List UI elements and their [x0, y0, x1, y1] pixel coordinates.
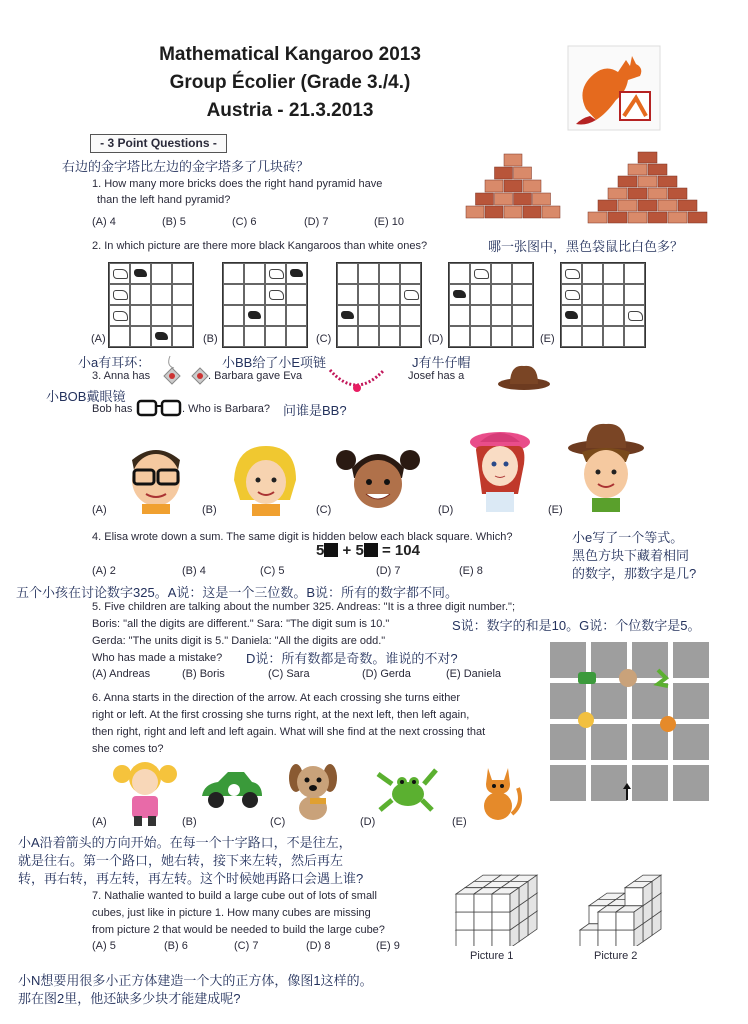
grid-cell — [561, 263, 582, 284]
q6-label-e: (E) — [452, 816, 467, 828]
map-block — [591, 765, 627, 801]
q6-label-d: (D) — [360, 816, 376, 828]
q3-text-anna: 3. Anna has — [92, 370, 151, 382]
grid-cell — [561, 305, 582, 326]
q2-label-d: (D) — [428, 333, 444, 345]
white-kangaroo-icon — [565, 290, 580, 300]
necklace-icon — [326, 366, 388, 396]
grid-cell — [358, 305, 379, 326]
brick — [658, 200, 677, 211]
q6-chinese-2: 就是往右。第一个路口，她右转，接下来左转，然后再左 — [18, 853, 344, 868]
q5-text-3: Gerda: "The units digit is 5." Daniela: "All the digits are odd." — [92, 635, 386, 647]
q1-chinese: 右边的金字塔比左边的金字塔多了几块砖？ — [62, 159, 310, 174]
grid-cell — [109, 263, 130, 284]
q3-chinese-who: 问谁是BB? — [283, 403, 347, 418]
grid-cell — [337, 305, 358, 326]
glasses-icon — [134, 397, 186, 419]
grid-cell — [561, 326, 582, 347]
portrait-c-dark-hair-girl — [334, 438, 422, 516]
white-kangaroo-icon — [474, 269, 489, 279]
grid-cell — [265, 305, 286, 326]
grid-cell — [491, 263, 512, 284]
q7-option-a: (A) 5 — [92, 940, 116, 952]
map-block — [673, 683, 709, 719]
portrait-d-girl-pink-hat — [468, 424, 532, 514]
q4-chinese-1: 小e写了一个等式。 — [572, 530, 684, 545]
grid-cell — [151, 326, 172, 347]
grid-cell — [582, 284, 603, 305]
grid-cell — [400, 305, 421, 326]
white-kangaroo-icon — [269, 269, 284, 279]
title-line-1: Mathematical Kangaroo 2013 — [159, 44, 421, 65]
cube-face — [616, 930, 634, 946]
green-car-picture — [198, 766, 266, 814]
q2-text: 2. In which picture are there more black Kangaroos than white ones? — [92, 240, 428, 252]
grid-cell — [470, 263, 491, 284]
grid-cell — [172, 284, 193, 305]
map-block — [632, 642, 668, 678]
q3-label-c: (C) — [316, 504, 332, 516]
grid-cell — [109, 305, 130, 326]
q2-chinese: 哪一张图中，黑色袋鼠比白色多？ — [488, 239, 684, 254]
q7-text-2: cubes, just like in picture 1. How many cubes are missing — [92, 907, 371, 919]
q7-option-c: (C) 7 — [234, 940, 259, 952]
grid-cell — [130, 263, 151, 284]
q4-option-b: (B) 4 — [182, 565, 206, 577]
grid-cell — [286, 284, 307, 305]
grid-cell — [603, 263, 624, 284]
map-block — [591, 642, 627, 678]
grid-cell — [337, 263, 358, 284]
kangaroo-grid-b — [222, 262, 308, 348]
map-block — [632, 765, 668, 801]
cat-picture — [470, 764, 526, 822]
grid-cell — [172, 326, 193, 347]
map-block — [550, 642, 586, 678]
picture-2-label: Picture 2 — [594, 950, 638, 962]
map-block — [632, 724, 668, 760]
brick — [533, 193, 551, 205]
grid-cell — [449, 305, 470, 326]
q7-chinese-1: 小N想要用很多小正方体建造一个大的正方体，像图1这样的。 — [18, 973, 373, 988]
grid-cell — [151, 263, 172, 284]
grid-cell — [582, 326, 603, 347]
brick — [648, 164, 667, 175]
grid-cell — [244, 284, 265, 305]
grid-cell — [223, 284, 244, 305]
brick — [495, 193, 513, 205]
brick — [608, 188, 627, 199]
grid-cell — [172, 263, 193, 284]
grid-cell — [400, 326, 421, 347]
brick — [648, 188, 667, 199]
q1-option-d: (D) 7 — [304, 216, 329, 228]
q6-text-1: 6. Anna starts in the direction of the arrow. At each crossing she turns either — [92, 692, 461, 704]
grid-cell — [358, 263, 379, 284]
q4-eq-result: = 104 — [381, 542, 420, 559]
brick — [588, 212, 607, 223]
q5-chinese-1: 五个小孩在讨论数字325。A说：这是一个三位数。B说：所有的数字都不同。 — [16, 585, 459, 600]
map-block — [550, 765, 586, 801]
map-block — [550, 683, 586, 719]
cube-face — [456, 930, 474, 946]
q3-text-josef: Josef has a — [408, 370, 465, 382]
grid-cell — [512, 284, 533, 305]
grid-cell — [223, 263, 244, 284]
q1-option-e: (E) 10 — [374, 216, 404, 228]
brick — [608, 212, 627, 223]
brick — [523, 206, 541, 218]
map-block — [673, 642, 709, 678]
kangaroo-grid-c — [336, 262, 422, 348]
q6-text-3: then right, right and left and left again. What will she find at the next crossing that — [92, 726, 486, 738]
girl-with-pigtails-picture — [112, 758, 178, 826]
cube-face — [474, 912, 492, 930]
grid-cell — [470, 284, 491, 305]
q6-text-4: she comes to? — [92, 743, 164, 755]
grid-cell — [286, 263, 307, 284]
grid-cell — [337, 284, 358, 305]
brick — [628, 188, 647, 199]
grid-cell — [624, 284, 645, 305]
q3-label-d: (D) — [438, 504, 454, 516]
grid-cell — [603, 305, 624, 326]
frog-picture — [372, 760, 444, 820]
q4-black-square-1 — [324, 543, 338, 557]
black-kangaroo-icon — [565, 311, 578, 319]
q7-text-3: from picture 2 that would be needed to build the large cube? — [92, 924, 385, 936]
picture-1-label: Picture 1 — [470, 950, 514, 962]
brick — [598, 200, 617, 211]
brick — [638, 176, 657, 187]
q5-chinese-2: S说：数字的和是10。G说：个位数字是5。 — [452, 618, 701, 633]
grid-cell — [449, 326, 470, 347]
q3-text-who: . Who is Barbara? — [182, 403, 271, 415]
grid-cell — [130, 305, 151, 326]
grid-cell — [265, 326, 286, 347]
brick — [485, 206, 503, 218]
brick — [523, 180, 541, 192]
grid-cell — [449, 263, 470, 284]
grid-cell — [244, 326, 265, 347]
q2-label-b: (B) — [203, 333, 218, 345]
q5-text-4: Who has made a mistake? — [92, 652, 223, 664]
q4-chinese-3: 的数字，那数字是几? — [572, 566, 697, 581]
white-kangaroo-icon — [565, 269, 580, 279]
white-kangaroo-icon — [404, 290, 419, 300]
q3-chinese-josef: J有牛仔帽 — [412, 355, 471, 370]
brick — [618, 176, 637, 187]
q4-black-square-2 — [364, 543, 378, 557]
q5-option-a: (A) Andreas — [92, 668, 151, 680]
grid-cell — [582, 263, 603, 284]
left-pyramid-image — [464, 148, 564, 224]
brick — [618, 200, 637, 211]
q6-label-b: (B) — [182, 816, 197, 828]
brick — [628, 164, 647, 175]
title-line-2: Group Écolier (Grade 3./4.) — [169, 72, 411, 93]
map-block — [591, 683, 627, 719]
q3-chinese-barbara: 小BB给了小E项链 — [222, 355, 327, 370]
black-kangaroo-icon — [290, 269, 303, 277]
grid-cell — [582, 305, 603, 326]
cube-face — [580, 930, 598, 946]
map-block — [550, 724, 586, 760]
map-block — [673, 765, 709, 801]
grid-cell — [244, 305, 265, 326]
q5-text-2: Boris: "all the digits are different." Sara: "The digit sum is 10." — [92, 618, 390, 630]
grid-cell — [109, 326, 130, 347]
cube-face — [616, 912, 634, 930]
grid-cell — [151, 284, 172, 305]
grid-cell — [223, 305, 244, 326]
black-kangaroo-icon — [453, 290, 466, 298]
title-line-3: Austria - 21.3.2013 — [206, 100, 374, 121]
white-kangaroo-icon — [269, 290, 284, 300]
brick — [514, 167, 532, 179]
q5-text-1: 5. Five children are talking about the number 325. Andreas: "It is a three digit number."; — [92, 601, 515, 613]
white-kangaroo-icon — [113, 311, 128, 321]
grid-cell — [265, 284, 286, 305]
q4-chinese-2: 黑色方块下藏着相同 — [572, 548, 690, 563]
portrait-e-boy-cowboy-hat — [566, 418, 646, 514]
q7-option-b: (B) 6 — [164, 940, 188, 952]
grid-cell — [358, 284, 379, 305]
q1-text-2: than the left hand pyramid? — [97, 194, 231, 206]
q1-option-b: (B) 5 — [162, 216, 186, 228]
cube-face — [474, 930, 492, 946]
q3-label-e: (E) — [548, 504, 563, 516]
grid-cell — [624, 263, 645, 284]
q7-text-1: 7. Nathalie wanted to build a large cube out of lots of small — [92, 890, 377, 902]
grid-cell — [379, 284, 400, 305]
brick — [485, 180, 503, 192]
grid-cell — [379, 326, 400, 347]
cube-face — [492, 912, 510, 930]
grid-cell — [337, 326, 358, 347]
grid-cell — [470, 326, 491, 347]
black-kangaroo-icon — [134, 269, 147, 277]
grid-cell — [265, 263, 286, 284]
cube-face — [456, 912, 474, 930]
grid-cell — [624, 305, 645, 326]
section-title: - 3 Point Questions - — [90, 134, 227, 153]
cube-face — [474, 894, 492, 912]
grid-cell — [151, 305, 172, 326]
q4-option-d: (D) 7 — [376, 565, 401, 577]
cowboy-hat-icon — [496, 358, 552, 392]
q4-text: 4. Elisa wrote down a sum. The same digit is hidden below each black square. Which? — [92, 531, 513, 543]
black-kangaroo-icon — [341, 311, 354, 319]
brick — [504, 154, 522, 166]
q6-label-c: (C) — [270, 816, 286, 828]
cube-face — [456, 894, 474, 912]
picture-2-incomplete-cube — [570, 846, 696, 946]
portrait-a-boy-glasses — [118, 436, 194, 514]
kangaroo-grid-e — [560, 262, 646, 348]
grid-cell — [491, 284, 512, 305]
grid-cell — [130, 326, 151, 347]
portrait-b-blonde-girl — [226, 440, 304, 516]
grid-cell — [449, 284, 470, 305]
q2-label-e: (E) — [540, 333, 555, 345]
q2-label-c: (C) — [316, 333, 332, 345]
black-kangaroo-icon — [155, 332, 168, 340]
q5-option-d: (D) Gerda — [362, 668, 411, 680]
brick — [638, 200, 657, 211]
grid-cell — [561, 284, 582, 305]
grid-cell — [286, 305, 307, 326]
grid-cell — [400, 284, 421, 305]
brick — [466, 206, 484, 218]
q4-option-c: (C) 5 — [260, 565, 285, 577]
q7-option-d: (D) 8 — [306, 940, 331, 952]
brick — [688, 212, 707, 223]
q4-option-e: (E) 8 — [459, 565, 483, 577]
brick — [504, 206, 522, 218]
q3-label-a: (A) — [92, 504, 107, 516]
grid-cell — [286, 326, 307, 347]
cube-face — [492, 930, 510, 946]
grid-cell — [379, 263, 400, 284]
grid-cell — [491, 305, 512, 326]
brick — [476, 193, 494, 205]
grid-cell — [603, 284, 624, 305]
map-block — [591, 724, 627, 760]
q6-chinese-1: 小A沿着箭头的方向开始。在每一个十字路口，不是往左， — [18, 835, 352, 850]
kangaroo-grid-d — [448, 262, 534, 348]
q4-option-a: (A) 2 — [92, 565, 116, 577]
cube-face — [492, 894, 510, 912]
grid-cell — [172, 305, 193, 326]
grid-cell — [109, 284, 130, 305]
q6-chinese-3: 转，再右转，再左转，再左转。这个时候她再路口会遇上谁? — [18, 871, 364, 886]
grid-cell — [358, 326, 379, 347]
grid-cell — [624, 326, 645, 347]
brick — [504, 180, 522, 192]
q1-option-a: (A) 4 — [92, 216, 116, 228]
q1-option-c: (C) 6 — [232, 216, 257, 228]
grid-cell — [400, 263, 421, 284]
q3-text-barbara: . Barbara gave Eva — [208, 370, 303, 382]
brick — [678, 200, 697, 211]
map-block — [632, 683, 668, 719]
brick — [628, 212, 647, 223]
q6-text-2: right or left. At the first crossing she turns right, at the next left, then left again, — [92, 709, 470, 721]
brick — [668, 188, 687, 199]
grid-cell — [470, 305, 491, 326]
white-kangaroo-icon — [113, 269, 128, 279]
grid-cell — [130, 284, 151, 305]
q1-text-1: 1. How many more bricks does the right hand pyramid have — [92, 178, 383, 190]
grid-cell — [603, 326, 624, 347]
cube-face — [598, 912, 616, 930]
grid-cell — [223, 326, 244, 347]
picture-1-full-cube — [446, 846, 572, 946]
map-block — [673, 724, 709, 760]
q3-label-b: (B) — [202, 504, 217, 516]
cube-face — [625, 888, 643, 906]
q2-label-a: (A) — [91, 333, 106, 345]
q3-chinese-bob: 小BOB戴眼镜 — [46, 389, 126, 404]
white-kangaroo-icon — [113, 290, 128, 300]
q6-map-grid — [548, 640, 708, 800]
q5-chinese-3: D说：所有数都是奇数。谁说的不对? — [246, 651, 458, 666]
q7-option-e: (E) 9 — [376, 940, 400, 952]
cube-face — [598, 930, 616, 946]
brick — [514, 193, 532, 205]
grid-cell — [244, 263, 265, 284]
q5-option-b: (B) Boris — [182, 668, 225, 680]
grid-cell — [491, 326, 512, 347]
brick — [495, 167, 513, 179]
white-kangaroo-icon — [628, 311, 643, 321]
kangaroo-logo — [566, 44, 662, 132]
dog-picture — [286, 760, 340, 820]
grid-cell — [379, 305, 400, 326]
black-kangaroo-icon — [248, 311, 261, 319]
kangaroo-grid-a — [108, 262, 194, 348]
q5-option-c: (C) Sara — [268, 668, 310, 680]
brick — [648, 212, 667, 223]
brick — [542, 206, 560, 218]
grid-cell — [512, 305, 533, 326]
q3-chinese-anna: 小a有耳环： — [78, 355, 151, 370]
q7-chinese-2: 那在图2里，他还缺多少块才能建成呢? — [18, 991, 241, 1006]
q4-eq-digit-a: 5 — [316, 542, 325, 559]
brick — [668, 212, 687, 223]
right-pyramid-image — [586, 146, 712, 224]
grid-cell — [512, 326, 533, 347]
q6-label-a: (A) — [92, 816, 107, 828]
brick — [658, 176, 677, 187]
grid-cell — [512, 263, 533, 284]
brick — [638, 152, 657, 163]
q4-eq-plus: + 5 — [342, 542, 364, 559]
q4-equation — [316, 542, 420, 559]
q3-text-bob: Bob has — [92, 403, 133, 415]
q5-option-e: (E) Daniela — [446, 668, 502, 680]
